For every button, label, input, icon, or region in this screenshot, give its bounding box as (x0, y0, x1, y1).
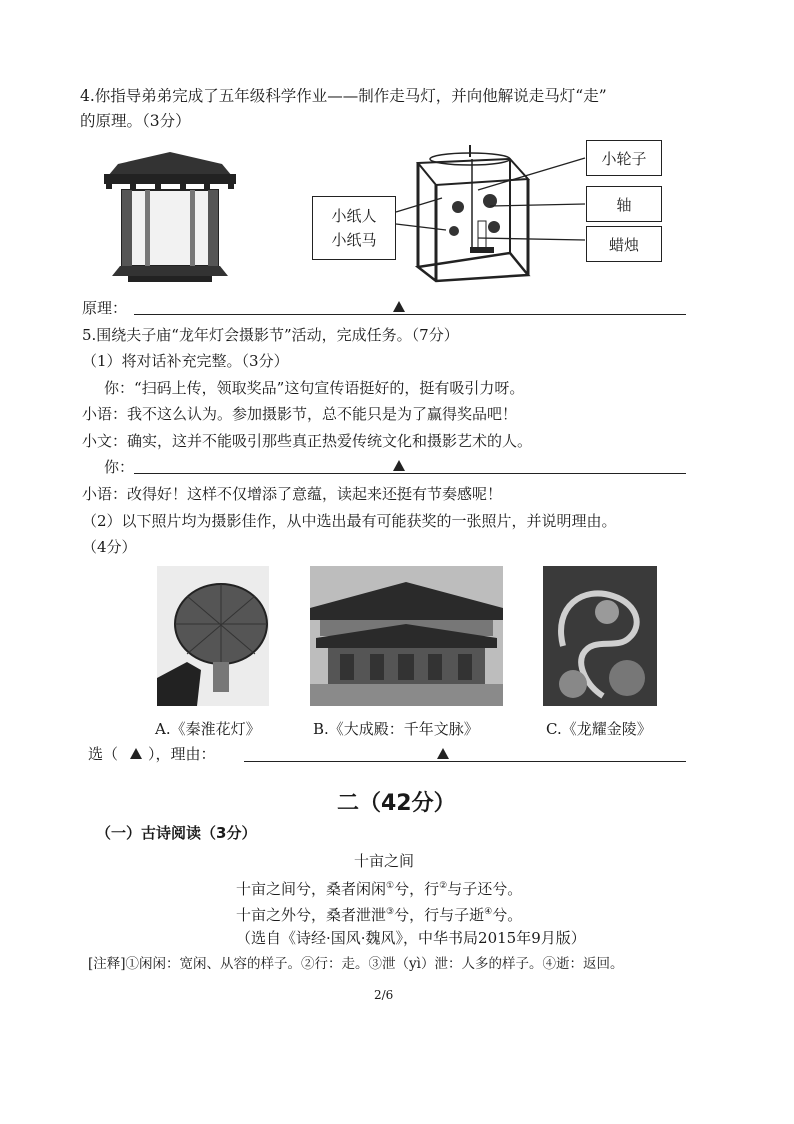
caption-b: B.《大成殿：千年文脉》 (313, 720, 479, 738)
label-axle: 轴 (586, 186, 662, 222)
callout-lines (390, 150, 590, 260)
photo-dragon-jinling[interactable] (543, 566, 657, 706)
poem-source: （选自《诗经·国风·魏风》，中华书局2015年9月版） (236, 929, 586, 947)
q5-part2-line1: （2）以下照片均为摄影佳作，从中选出最有可能获奖的一张照片，并说明理由。 (82, 512, 617, 530)
label-candle: 蜡烛 (586, 226, 662, 262)
q5-part1: （1）将对话补充完整。（3分） (82, 352, 289, 370)
section-heading: 二（42分） (337, 791, 456, 816)
answer-marker-icon[interactable] (130, 748, 142, 759)
dialogue-you-2-label: 你： (104, 458, 135, 476)
dialogue-xiaoyu-1: 小语：我不这么认为。参加摄影节，总不能只是为了赢得奖品吧！ (82, 405, 518, 423)
photo-dacheng-hall[interactable] (310, 566, 503, 706)
q5-part2-line2: （4分） (82, 538, 137, 556)
choose-label-b: ），理由： (148, 745, 216, 763)
subsection-heading: （一）古诗阅读（3分） (96, 824, 257, 842)
lantern-illustration (100, 150, 240, 285)
page-number: 2/6 (374, 988, 394, 1002)
q4-line1: 4.你指导弟弟完成了五年级科学作业——制作走马灯，并向他解说走马灯“走” (80, 87, 607, 105)
q5-title: 5.围绕夫子庙“龙年灯会摄影节”活动，完成任务。（7分） (82, 326, 459, 344)
caption-a: A.《秦淮花灯》 (155, 720, 261, 738)
dialogue-xiaoyu-2: 小语：改得好！这样不仅增添了意蕴，读起来还挺有节奏感呢！ (82, 485, 503, 503)
poem-title: 十亩之间 (354, 852, 415, 870)
label-paper-figures (312, 196, 396, 260)
choose-label-a: 选（ (88, 745, 119, 763)
principle-label: 原理： (82, 299, 128, 317)
dialogue-you-1: 你：“扫码上传，领取奖品”这句宣传语挺好的，挺有吸引力呀。 (104, 379, 525, 397)
principle-answer-line[interactable] (134, 314, 686, 315)
q4-line2: 的原理。（3分） (80, 112, 191, 130)
poem-line-1: 十亩之间兮，桑者闲闲①兮，行②与子还兮。 (236, 880, 523, 898)
caption-c: C.《龙耀金陵》 (546, 720, 652, 738)
answer-marker-icon (393, 460, 405, 471)
poem-notes: [注释]①闲闲：宽闲、从容的样子。②行：走。③泄（yì）泄：人多的样子。④逝：返回。 (88, 956, 624, 972)
label-paper-man: 小纸人 (331, 207, 377, 225)
poem-line-2: 十亩之外兮，桑者泄泄③兮，行与子逝④兮。 (236, 906, 523, 924)
photo-qinhuai-lantern[interactable] (157, 566, 269, 706)
answer-marker-icon (437, 748, 449, 759)
label-wheel: 小轮子 (586, 140, 662, 176)
dialogue-xiaowen: 小文：确实，这并不能吸引那些真正热爱传统文化和摄影艺术的人。 (82, 432, 533, 450)
answer-marker-icon (393, 301, 405, 312)
reason-answer-line[interactable] (244, 761, 686, 762)
dialogue-answer-line[interactable] (134, 473, 686, 474)
label-paper-horse: 小纸马 (331, 231, 377, 249)
